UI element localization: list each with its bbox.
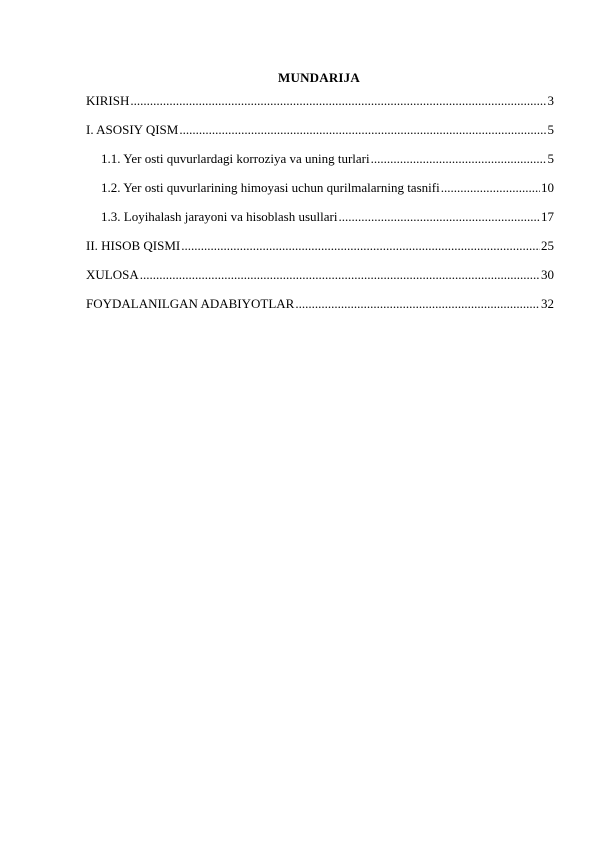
dot-leader [181,238,540,254]
dot-leader [371,151,547,167]
toc-entry-page: 5 [547,122,554,137]
toc-entry-page: 30 [541,267,554,282]
toc-entry-page: 10 [541,180,554,195]
toc-entry-label: I. ASOSIY QISM [86,122,179,137]
toc-entry-adabiyotlar[interactable] [86,296,554,325]
toc-entry-page: 17 [541,209,554,224]
dot-leader [140,267,540,283]
toc-entry-page: 5 [547,151,554,166]
toc-entry-page: 3 [547,93,554,108]
dot-leader [295,296,540,312]
toc-entry-hisob-qismi[interactable] [86,238,554,267]
table-of-contents [86,93,554,325]
dot-leader [130,93,546,109]
toc-entry-page: 25 [541,238,554,253]
toc-entry-asosiy-qism[interactable] [86,122,554,151]
toc-entry-label: KIRISH [86,93,130,108]
toc-entry-label: 1.3. Loyihalash jarayoni va hisoblash usullari [101,209,338,224]
toc-entry-kirish[interactable] [86,93,554,122]
toc-entry-label: XULOSA [86,267,139,282]
toc-entry-1-1[interactable] [86,151,554,180]
toc-entry-page: 32 [541,296,554,311]
toc-entry-label: 1.2. Yer osti quvurlarining himoyasi uchun qurilmalarning tasnifi [101,180,440,195]
toc-entry-label: 1.1. Yer osti quvurlardagi korroziya va uning turlari [101,151,370,166]
toc-entry-1-2[interactable] [86,180,554,209]
dot-leader [179,122,546,138]
toc-title: MUNDARIJA [278,70,360,85]
toc-entry-xulosa[interactable] [86,267,554,296]
toc-entry-label: II. HISOB QISMI [86,238,181,253]
dot-leader [338,209,540,225]
toc-entry-label: FOYDALANILGAN ADABIYOTLAR [86,296,295,311]
dot-leader [441,180,540,196]
toc-entry-1-3[interactable] [86,209,554,238]
